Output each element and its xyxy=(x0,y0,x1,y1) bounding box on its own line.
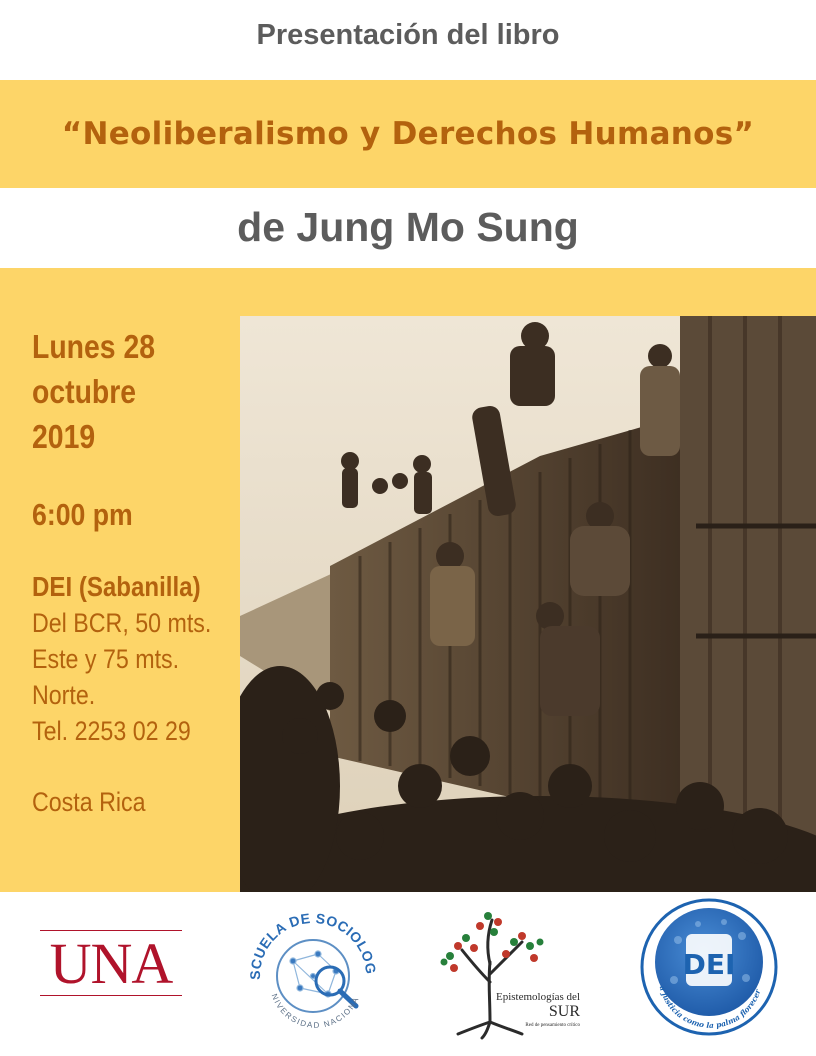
dei-logo xyxy=(638,896,780,1038)
svg-text:ESCUELA DE SOCIOLOGÍA xyxy=(238,896,379,980)
migrants-train-photo xyxy=(240,316,816,892)
pretitle-band xyxy=(0,0,816,80)
event-country: Costa Rica xyxy=(32,787,146,817)
dei-emblem-icon xyxy=(638,896,780,1038)
dei-motto: a justicia como la palma florecerá" xyxy=(657,984,763,1030)
epistemologias-logo xyxy=(430,902,590,1042)
book-title-band xyxy=(0,80,816,188)
una-logo-text: UNA xyxy=(49,930,173,996)
sociologia-bottom-text: NIVERSIDAD NACIONA xyxy=(269,992,361,1030)
epistemologias-line2: SUR xyxy=(548,1003,580,1020)
author-band xyxy=(0,188,816,268)
epistemologias-line1: Epistemologías del xyxy=(495,991,580,1003)
event-date-line3: 2019 xyxy=(32,418,96,455)
book-title: “Neoliberalismo y Derechos Humanos” xyxy=(61,116,755,152)
epistemologias-line3: Red de pensamiento crítico xyxy=(525,1023,580,1028)
photo-illustration xyxy=(240,316,816,892)
event-section xyxy=(0,268,816,892)
event-address-line: Norte. xyxy=(32,680,96,710)
event-info xyxy=(32,324,237,818)
event-date-line2: octubre xyxy=(32,373,137,410)
event-date-line1: Lunes 28 xyxy=(32,328,156,365)
sociologia-top-text: SCUELA DE SOCIOLOG xyxy=(246,909,380,980)
una-logo xyxy=(40,930,182,996)
dei-letters: DEI xyxy=(682,948,736,981)
tree-icon xyxy=(430,902,590,1042)
sociologia-logo xyxy=(238,896,388,1046)
event-address-line: Este y 75 mts. xyxy=(32,644,180,674)
pretitle: Presentación del libro xyxy=(256,18,560,51)
event-address-line: Del BCR, 50 mts. xyxy=(32,608,212,638)
event-time: 6:00 pm xyxy=(32,497,133,532)
event-phone: Tel. 2253 02 29 xyxy=(32,716,191,746)
event-venue: DEI (Sabanilla) xyxy=(32,571,201,602)
sponsor-logos xyxy=(0,892,816,1056)
author: de Jung Mo Sung xyxy=(237,203,579,250)
sociologia-emblem-icon xyxy=(238,896,388,1046)
